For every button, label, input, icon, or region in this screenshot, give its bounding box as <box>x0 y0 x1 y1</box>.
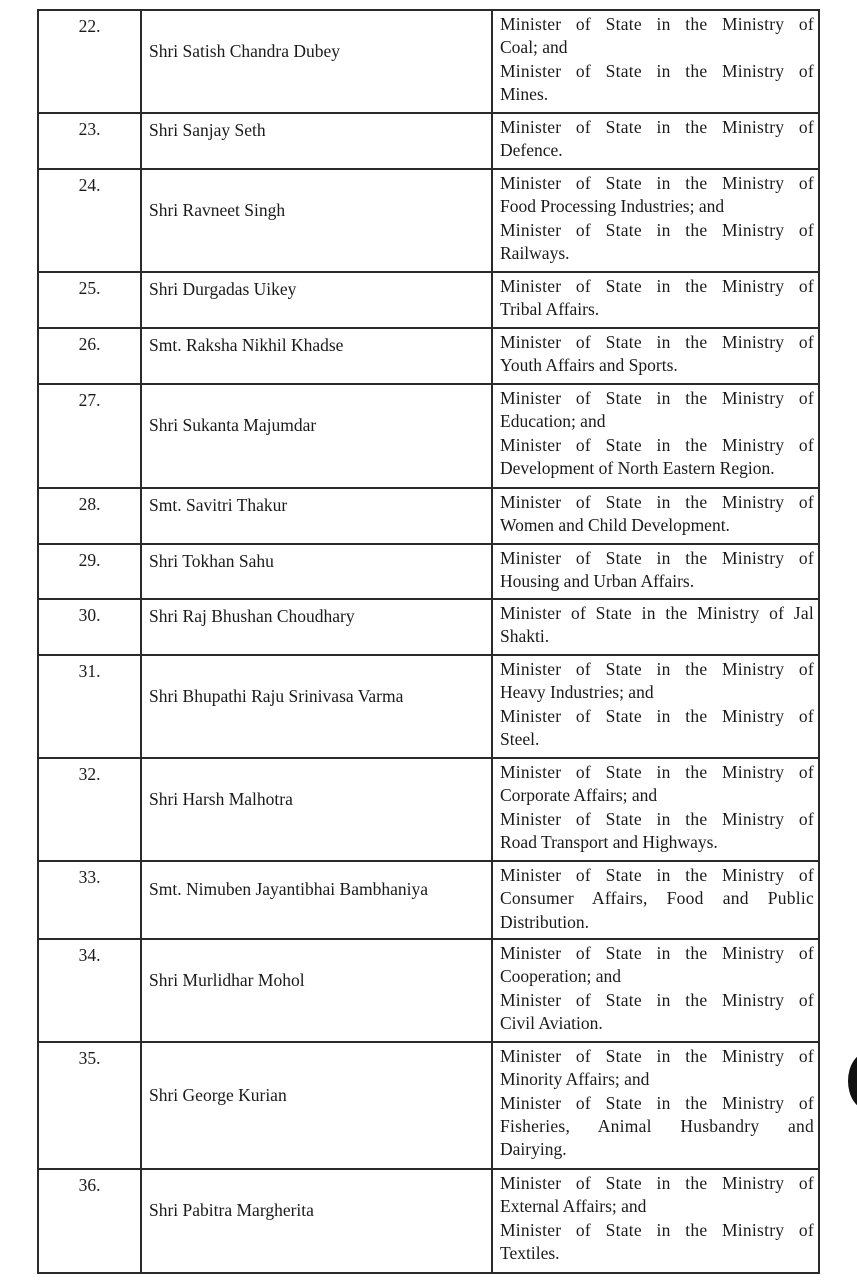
portfolio-line: Housing and Urban Affairs. <box>500 571 695 592</box>
table-row <box>38 169 819 272</box>
portfolio-line: Textiles. <box>500 1242 560 1263</box>
portfolio-line: Minister of State in the Ministry of <box>500 276 814 296</box>
portfolio-line: Minister of State in the Ministry of <box>500 943 814 963</box>
portfolio-line: Minister of State in the Ministry of <box>500 659 814 679</box>
serial-number-cell <box>38 488 141 544</box>
portfolio-cell <box>492 169 819 272</box>
minister-name: Shri Sukanta Majumdar <box>149 415 317 436</box>
portfolio-line: Women and Child Development. <box>500 515 730 536</box>
portfolio-line: Minister of State in the Ministry of <box>500 434 814 455</box>
minister-name-cell <box>141 10 492 113</box>
minister-name: Smt. Savitri Thakur <box>149 495 288 516</box>
serial-number: 29. <box>78 550 101 570</box>
serial-number: 22. <box>78 16 101 36</box>
serial-number-cell <box>38 939 141 1042</box>
serial-number: 34. <box>78 945 101 965</box>
table-row <box>38 655 819 758</box>
portfolio-line: Development of North Eastern Region. <box>500 457 775 478</box>
portfolio-line: Minister of State in the Ministry of <box>500 388 814 408</box>
serial-number: 23. <box>78 119 101 139</box>
serial-number: 30. <box>78 605 101 625</box>
portfolio-line: Cooperation; and <box>500 966 622 987</box>
floating-overlay-button-edge[interactable] <box>848 1052 857 1110</box>
minister-name: Shri Satish Chandra Dubey <box>149 40 341 61</box>
portfolio-line: Minister of State in the Ministry of <box>500 173 814 193</box>
serial-number-cell <box>38 758 141 861</box>
minister-name-cell <box>141 113 492 169</box>
portfolio-line: Minority Affairs; and <box>500 1069 650 1090</box>
portfolio-cell <box>492 272 819 328</box>
portfolio-line: Distribution. <box>500 911 589 932</box>
minister-name: Shri Tokhan Sahu <box>149 550 274 571</box>
portfolio-line: Minister of State in the Ministry of <box>500 1219 814 1240</box>
portfolio-line: Defence. <box>500 140 563 161</box>
portfolio-line: Consumer Affairs, Food and Public <box>500 888 814 909</box>
ministers-table-body <box>38 10 819 1273</box>
minister-name: Shri Durgadas Uikey <box>149 279 297 300</box>
portfolio-line: Minister of State in the Ministry of <box>500 60 814 81</box>
minister-name-cell <box>141 599 492 655</box>
serial-number: 26. <box>78 334 101 354</box>
portfolio-line: Minister of State in the Ministry of <box>500 808 814 829</box>
portfolio-line: Minister of State in the Ministry of <box>500 1092 814 1113</box>
portfolio-line: Minister of State in the Ministry of Jal <box>500 603 814 623</box>
table-row <box>38 113 819 169</box>
serial-number-cell <box>38 1042 141 1169</box>
minister-name: Shri Bhupathi Raju Srinivasa Varma <box>149 685 404 706</box>
minister-name-cell <box>141 1042 492 1169</box>
minister-name: Shri Harsh Malhotra <box>149 788 293 809</box>
portfolio-cell <box>492 1042 819 1169</box>
serial-number-cell <box>38 272 141 328</box>
portfolio-line: Minister of State in the Ministry of <box>500 989 814 1010</box>
portfolio-cell <box>492 599 819 655</box>
minister-name: Smt. Nimuben Jayantibhai Bambhaniya <box>149 879 428 900</box>
serial-number: 28. <box>78 494 101 514</box>
serial-number: 31. <box>78 661 101 681</box>
table-row <box>38 328 819 384</box>
portfolio-line: Civil Aviation. <box>500 1012 603 1033</box>
portfolio-line: External Affairs; and <box>500 1196 647 1217</box>
table-row <box>38 544 819 599</box>
portfolio-line: Corporate Affairs; and <box>500 785 658 806</box>
serial-number: 36. <box>78 1175 101 1195</box>
portfolio-line: Minister of State in the Ministry of <box>500 219 814 240</box>
portfolio-line: Minister of State in the Ministry of <box>500 332 814 352</box>
table-row <box>38 599 819 655</box>
portfolio-cell <box>492 10 819 113</box>
minister-name-cell <box>141 939 492 1042</box>
portfolio-line: Minister of State in the Ministry of <box>500 1046 814 1066</box>
portfolio-line: Heavy Industries; and <box>500 682 654 703</box>
portfolio-line: Food Processing Industries; and <box>500 196 725 217</box>
serial-number-cell <box>38 328 141 384</box>
portfolio-line: Minister of State in the Ministry of <box>500 492 814 512</box>
table-row <box>38 488 819 544</box>
minister-name: Smt. Raksha Nikhil Khadse <box>149 335 344 356</box>
portfolio-line: Minister of State in the Ministry of <box>500 762 814 782</box>
portfolio-cell <box>492 113 819 169</box>
serial-number-cell <box>38 861 141 939</box>
table-row <box>38 939 819 1042</box>
portfolio-line: Fisheries, Animal Husbandry and <box>500 1115 814 1136</box>
table-row <box>38 272 819 328</box>
portfolio-line: Minister of State in the Ministry of <box>500 865 814 885</box>
minister-name-cell <box>141 169 492 272</box>
portfolio-cell <box>492 939 819 1042</box>
portfolio-cell <box>492 488 819 544</box>
portfolio-cell <box>492 655 819 758</box>
serial-number: 35. <box>78 1048 101 1068</box>
portfolio-line: Education; and <box>500 411 606 432</box>
minister-name-cell <box>141 544 492 599</box>
serial-number: 33. <box>78 867 101 887</box>
portfolio-cell <box>492 1169 819 1273</box>
portfolio-line: Road Transport and Highways. <box>500 831 718 852</box>
minister-name-cell <box>141 488 492 544</box>
minister-name-cell <box>141 861 492 939</box>
minister-name-cell <box>141 758 492 861</box>
minister-name: Shri Sanjay Seth <box>149 120 266 141</box>
minister-name: Shri George Kurian <box>149 1084 287 1105</box>
serial-number-cell <box>38 544 141 599</box>
serial-number: 32. <box>78 764 101 784</box>
portfolio-line: Minister of State in the Ministry of <box>500 14 814 34</box>
ministers-table <box>37 9 820 1274</box>
serial-number-cell <box>38 169 141 272</box>
portfolio-cell <box>492 861 819 939</box>
portfolio-line: Railways. <box>500 242 570 263</box>
portfolio-line: Steel. <box>500 728 540 749</box>
portfolio-line: Minister of State in the Ministry of <box>500 705 814 726</box>
portfolio-cell <box>492 758 819 861</box>
portfolio-line: Shakti. <box>500 626 550 647</box>
portfolio-line: Minister of State in the Ministry of <box>500 117 814 137</box>
minister-name-cell <box>141 655 492 758</box>
minister-name: Shri Murlidhar Mohol <box>149 969 305 990</box>
table-row <box>38 1042 819 1169</box>
minister-name-cell <box>141 272 492 328</box>
portfolio-line: Tribal Affairs. <box>500 299 600 320</box>
table-row <box>38 10 819 113</box>
serial-number-cell <box>38 655 141 758</box>
minister-name: Shri Ravneet Singh <box>149 199 286 220</box>
table-row <box>38 384 819 488</box>
portfolio-line: Dairying. <box>500 1139 567 1160</box>
serial-number-cell <box>38 113 141 169</box>
serial-number: 25. <box>78 278 101 298</box>
table-row <box>38 1169 819 1273</box>
serial-number-cell <box>38 384 141 488</box>
portfolio-line: Coal; and <box>500 37 568 58</box>
minister-name-cell <box>141 384 492 488</box>
minister-name: Shri Pabitra Margherita <box>149 1200 314 1221</box>
serial-number-cell <box>38 599 141 655</box>
portfolio-line: Minister of State in the Ministry of <box>500 548 814 568</box>
portfolio-line: Youth Affairs and Sports. <box>500 355 678 376</box>
serial-number: 24. <box>78 175 101 195</box>
portfolio-cell <box>492 328 819 384</box>
table-row <box>38 758 819 861</box>
portfolio-line: Minister of State in the Ministry of <box>500 1173 814 1193</box>
portfolio-cell <box>492 544 819 599</box>
portfolio-cell <box>492 384 819 488</box>
minister-name-cell <box>141 1169 492 1273</box>
table-row <box>38 861 819 939</box>
minister-name: Shri Raj Bhushan Choudhary <box>149 606 355 627</box>
minister-name-cell <box>141 328 492 384</box>
serial-number-cell <box>38 10 141 113</box>
serial-number-cell <box>38 1169 141 1273</box>
portfolio-line: Mines. <box>500 83 549 104</box>
serial-number: 27. <box>78 390 101 410</box>
